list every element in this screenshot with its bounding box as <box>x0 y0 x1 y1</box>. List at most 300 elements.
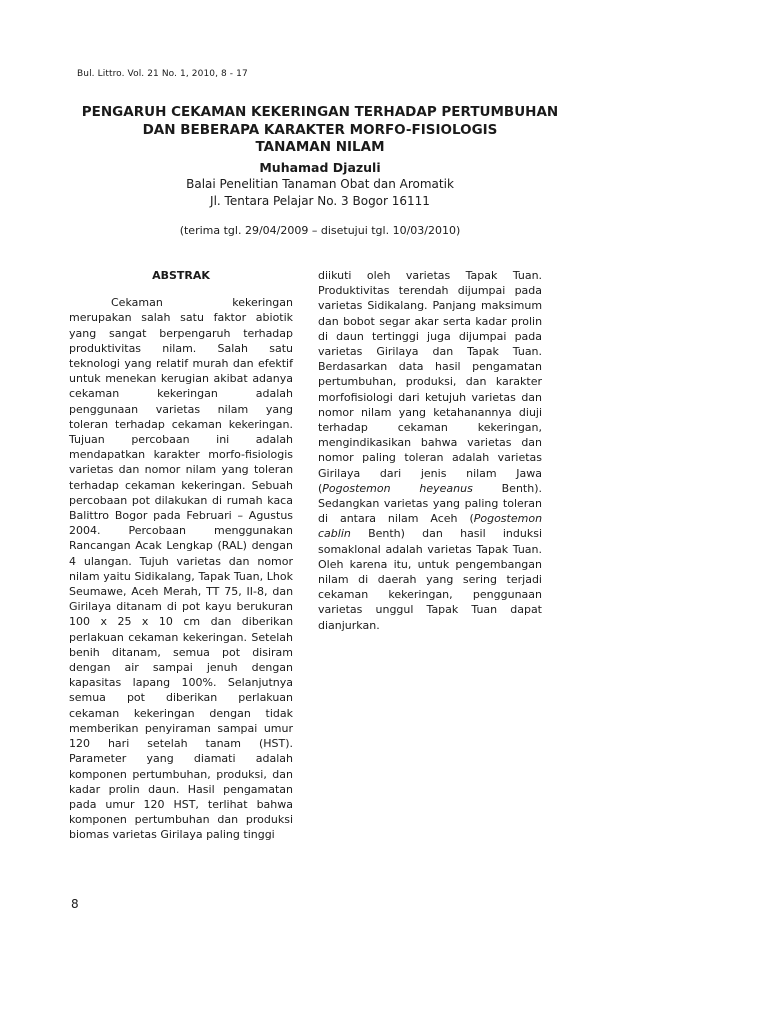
abstrak-text: Jawa <box>516 466 543 480</box>
abstrak-text: 25 <box>117 615 132 629</box>
abstrak-text: kekeringan. <box>182 630 248 644</box>
abstrak-text <box>368 573 378 586</box>
abstrak-text: pot <box>222 645 241 659</box>
abstrak-text: produksi <box>245 813 294 827</box>
abstrak-text: kekeringan <box>232 296 293 310</box>
abstrak-text: rumah <box>226 493 263 507</box>
abstrak-text: percobaan <box>131 433 190 447</box>
abstrak-text: itu, <box>393 557 412 571</box>
abstrak-text: dijumpai <box>458 329 507 343</box>
abstrak-text: nilam <box>318 573 349 587</box>
abstrak-text <box>349 573 359 586</box>
abstrak-text: Girilaya <box>318 466 361 480</box>
abstrak-text: cekaman <box>128 630 179 644</box>
abstrak-text <box>328 330 336 343</box>
abstrak-text: untuk <box>69 372 101 386</box>
abstrak-text: cekaman <box>318 588 369 602</box>
abstrak-text: terhadap <box>115 417 165 431</box>
abstrak-text: Girilaya <box>69 600 112 614</box>
abstrak-text: di <box>358 573 369 587</box>
abstrak-text: Tujuan <box>69 433 105 447</box>
abstrak-text: Sidikalang, <box>134 569 195 583</box>
abstrak-text: varietas <box>497 451 543 465</box>
abstrak-text: 120 <box>143 797 165 811</box>
abstrak-text: yang <box>69 326 97 340</box>
abstrak-text: hasil <box>460 527 486 541</box>
abstrak-text <box>148 615 158 628</box>
abstrak-text: dan <box>521 390 543 404</box>
abstrak-text: kekeringan <box>157 387 218 401</box>
abstrak-text: juga <box>427 329 451 343</box>
abstrak-text: Acak <box>135 539 162 553</box>
abstrak-text <box>251 707 266 720</box>
abstrak-text: dan <box>217 813 239 827</box>
abstrak-text: pot <box>181 600 201 614</box>
abstrak-text <box>110 661 124 674</box>
abstrak-text: di <box>318 512 329 526</box>
abstrak-text <box>497 467 517 480</box>
abstrak-text: dengan <box>251 661 294 675</box>
journal-reference: Bul. Littro. Vol. 21 No. 1, 2010, 8 - 17 <box>77 69 248 79</box>
abstrak-text <box>169 555 177 568</box>
abstrak-text: sampai <box>217 721 258 735</box>
abstrak-text <box>195 707 210 720</box>
abstrak-text <box>106 691 127 704</box>
abstrak-text <box>401 467 421 480</box>
abstrak-text <box>246 311 256 324</box>
abstrak-text: maksimum <box>481 299 543 313</box>
abstrak-text: Benth) <box>368 527 405 541</box>
abstrak-text: serta <box>442 314 472 328</box>
abstrak-text: jenis <box>420 466 447 480</box>
abstrak-text: tinggi <box>243 828 275 842</box>
abstrak-text <box>163 296 232 309</box>
abstrak-text: x <box>100 615 107 629</box>
abstrak-text <box>512 436 522 449</box>
abstrak-text <box>450 269 465 282</box>
abstrak-text <box>396 375 405 388</box>
abstrak-text: terhadap <box>243 326 294 340</box>
abstrak-text <box>230 327 243 340</box>
abstrak-text: merupakan <box>69 311 132 325</box>
abstrak-text: pada <box>514 284 543 298</box>
abstrak-text: – <box>237 509 243 523</box>
abstrak-text: (HST). <box>258 737 294 751</box>
abstrak-text: murah <box>192 357 229 371</box>
abstrak-text: sampai <box>152 661 193 675</box>
abstrak-text: kerugian <box>160 372 209 386</box>
abstrak-text <box>119 387 157 400</box>
abstrak-text: ( <box>469 512 474 526</box>
abstrak-text: kadar <box>69 782 101 796</box>
article-title <box>60 104 580 157</box>
abstrak-text: dan <box>228 554 250 568</box>
abstrak-text <box>362 345 376 358</box>
abstrak-text: Tuan. <box>512 269 543 282</box>
abstrak-text: 100%. <box>181 676 217 690</box>
abstrak-text <box>461 360 473 373</box>
abstrak-text: 10 <box>158 615 173 629</box>
abstrak-text: Tapak <box>426 603 459 617</box>
abstrak-text <box>248 342 269 355</box>
abstrak-text: dapat <box>510 603 542 617</box>
abstrak-text: Tuan. <box>512 345 543 359</box>
abstrak-text <box>497 269 512 282</box>
abstrak-text: adalah <box>255 433 294 447</box>
abstrak-text: nomor <box>257 554 294 568</box>
abstrak-text: dan <box>465 375 487 389</box>
abstrak-text <box>453 573 463 586</box>
abstrak-text: air <box>124 661 139 675</box>
abstrak-text: hasil <box>435 360 461 374</box>
abstrak-text: nilam <box>185 463 217 477</box>
abstrak-text: segar <box>379 314 410 328</box>
abstrak-text <box>368 588 388 601</box>
abstrak-text: adalah <box>255 387 293 401</box>
abstrak-text <box>188 737 206 750</box>
abstrak-text <box>96 327 109 340</box>
abstrak-text: mendapatkan <box>69 448 146 462</box>
abstrak-text: adalah <box>385 542 423 556</box>
abstrak-text: faktor <box>213 311 247 325</box>
abstrak-text: Lengkap <box>166 539 213 553</box>
abstrak-text: bahwa <box>420 436 458 450</box>
abstrak-text <box>141 342 162 355</box>
abstrak-text: toleran <box>404 451 444 465</box>
abstrak-text: adalah <box>255 752 293 766</box>
received-dates: (terima tgl. 29/04/2009 – disetujui tgl. 10/03/2010) <box>179 223 461 237</box>
abstrak-text: adalah <box>451 451 490 465</box>
abstrak-text: HST, <box>173 797 199 811</box>
abstrak-text: Lhok <box>266 569 293 583</box>
abstrak-text: pertumbuhan, <box>318 375 397 389</box>
abstrak-text: yang <box>398 405 426 419</box>
abstrak-text <box>411 436 421 449</box>
abstrak-text: cekaman <box>69 706 120 720</box>
abstrak-text: Rancangan <box>69 539 131 553</box>
abstrak-text: Salah <box>217 341 249 355</box>
abstrak-text <box>218 387 256 400</box>
abstrak-text <box>424 360 436 373</box>
abstrak-text <box>448 421 478 434</box>
abstrak-text <box>129 737 147 750</box>
abstrak-text <box>248 403 266 416</box>
abstrak-text <box>186 524 214 537</box>
abstrak-text: Tuan. <box>512 542 542 556</box>
abstrak-text: perlakuan <box>69 630 124 644</box>
abstrak-text <box>139 661 153 674</box>
abstrak-text <box>413 603 426 616</box>
abstrak-text <box>135 798 144 811</box>
abstrak-text: dan <box>521 436 543 450</box>
abstrak-text <box>171 311 181 324</box>
abstrak-text <box>453 345 467 358</box>
abstrak-text: di <box>166 600 177 614</box>
abstrak-text: di <box>211 493 223 507</box>
abstrak-text: Tapak <box>465 269 498 282</box>
abstrak-text: nilam. <box>162 341 197 355</box>
abstrak-text: karena <box>349 557 388 571</box>
abstrak-text: Tapak <box>198 569 231 583</box>
abstrak-text: Sidikalang. <box>367 299 428 313</box>
abstrak-text: varietas <box>471 390 516 404</box>
abstrak-text: mengindikasikan <box>318 436 412 450</box>
abstrak-text: sering <box>462 573 497 587</box>
abstrak-text <box>453 588 473 601</box>
title-line: DAN BEBERAPA KARAKTER MORFO-FISIOLOGIS <box>142 121 498 138</box>
abstrak-text <box>419 330 427 343</box>
abstrak-heading: ABSTRAK <box>152 269 210 282</box>
abstrak-text: paling <box>362 451 396 465</box>
abstrak-text: terhadap <box>318 421 368 435</box>
abstrak-text: yaitu <box>103 569 131 583</box>
abstrak-text: umur <box>263 721 294 735</box>
abstrak-text: produktivitas <box>69 341 142 355</box>
abstrak-text: dan <box>272 767 293 781</box>
abstrak-text: Hasil <box>187 782 215 796</box>
abstrak-text: efektif <box>257 357 293 371</box>
abstrak-text: cekaman <box>124 478 176 492</box>
abstrak-text <box>405 527 422 540</box>
abstrak-text: prolin <box>510 314 543 328</box>
abstrak-text: dilakukan <box>154 493 208 507</box>
abstrak-text <box>473 482 502 495</box>
abstrak-text <box>199 798 208 811</box>
abstrak-text <box>457 436 467 449</box>
abstrak-text <box>200 448 209 461</box>
abstrak-text: Sebuah <box>251 478 294 492</box>
abstrak-text: terlihat <box>207 797 248 811</box>
abstrak-body <box>69 295 293 842</box>
abstrak-text: terendah <box>398 284 449 298</box>
right-column <box>318 268 542 656</box>
abstrak-text: lapang <box>132 676 171 690</box>
abstrak-text: terjadi <box>506 573 542 587</box>
abstrak-text: pertumbuhan, <box>132 767 211 781</box>
abstrak-text <box>506 330 514 343</box>
abstrak-text: diamati <box>193 752 236 766</box>
abstrak-text: pada <box>514 329 543 343</box>
abstrak-text: abiotik <box>255 311 294 325</box>
abstrak-text <box>417 573 427 586</box>
abstrak-text: ketahanannya <box>433 405 512 419</box>
abstrak-text: benih <box>69 645 100 659</box>
abstrak-text: nomor <box>144 463 181 477</box>
abstrak-text: dan <box>232 357 254 371</box>
abstrak-text <box>446 467 466 480</box>
abstrak-text: daun. <box>148 782 180 796</box>
abstrak-text: pada <box>69 797 97 811</box>
abstrak-text: kekeringan, <box>477 421 543 435</box>
abstrak-text <box>173 615 183 628</box>
abstrak-text: ditanam, <box>111 645 161 659</box>
abstrak-text: nilam <box>387 512 419 526</box>
abstrak-text: kekeringan. <box>181 478 246 492</box>
abstrak-text <box>145 448 154 461</box>
abstrak-text <box>107 615 117 628</box>
abstrak-text <box>221 555 229 568</box>
abstrak-text: ulangan. <box>83 554 132 568</box>
abstrak-text: prolin <box>108 782 140 796</box>
abstrak-text: x <box>141 615 149 629</box>
abstrak-text: dari <box>379 466 402 480</box>
abstrak-text: pengembangan <box>455 557 542 571</box>
abstrak-text <box>360 467 380 480</box>
abstrak-text: Berdasarkan <box>318 360 388 374</box>
abstrak-text <box>443 527 460 540</box>
address-line: Jl. Tentara Pelajar No. 3 Bogor 16111 <box>210 193 430 208</box>
abstrak-text <box>231 615 241 628</box>
abstrak-text: yang <box>146 752 174 766</box>
abstrak-text: somaklonal <box>318 542 381 556</box>
abstrak-text <box>140 783 148 796</box>
abstrak-text: dianjurkan. <box>318 618 380 632</box>
abstrak-text: yang <box>221 463 249 477</box>
left-column <box>69 268 293 843</box>
abstrak-text <box>190 433 217 446</box>
abstrak-text <box>127 813 135 826</box>
abstrak-text: nilam <box>217 402 249 416</box>
abstrak-text: akibat <box>213 372 248 386</box>
abstrak-text: dengan <box>251 539 293 553</box>
abstrak-text <box>418 512 430 525</box>
abstrak-text: yang <box>426 573 454 587</box>
abstrak-text <box>105 433 132 446</box>
abstrak-text: toleran <box>69 417 109 431</box>
abstrak-text: ( <box>318 481 323 495</box>
abstrak-text: dan <box>422 527 443 541</box>
abstrak-text: Benth). <box>501 481 542 495</box>
abstrak-text: cekaman <box>171 417 222 431</box>
abstrak-text: dan <box>318 314 339 328</box>
abstrak-text <box>328 512 340 525</box>
abstrak-text: bobot <box>343 314 375 328</box>
abstrak-text <box>101 524 129 537</box>
abstrak-text <box>364 330 372 343</box>
abstrak-text: Tuan, <box>233 569 264 583</box>
abstrak-text: salah <box>141 311 171 325</box>
abstrak-text <box>196 342 217 355</box>
abstrak-text <box>241 737 259 750</box>
abstrak-text <box>146 327 159 340</box>
abstrak-text: pada <box>153 509 181 523</box>
abstrak-text <box>108 418 115 431</box>
abstrak-text <box>132 311 142 324</box>
abstrak-text: kayu <box>205 600 232 614</box>
abstrak-text: dan <box>272 585 294 599</box>
abstrak-text: jenuh <box>206 661 238 675</box>
title-line: PENGARUH CEKAMAN KEKERINGAN TERHADAP PERTUMBUHAN <box>81 104 559 120</box>
abstrak-text: diuji <box>518 405 543 419</box>
abstrak-text: ditanam <box>116 600 162 614</box>
abstrak-text: percobaan <box>69 493 128 507</box>
abstrak-text: dengan <box>69 661 111 675</box>
abstrak-text: Percobaan <box>128 524 187 538</box>
abstrak-text: karakter <box>495 375 543 389</box>
abstrak-text <box>351 527 368 540</box>
abstrak-text: unggul <box>375 603 414 617</box>
abstrak-text <box>229 433 256 446</box>
abstrak-text: paling <box>206 828 240 842</box>
abstrak-text: dijumpai <box>457 284 506 298</box>
abstrak-text <box>200 615 210 628</box>
abstrak-text: yang <box>124 357 152 371</box>
abstrak-text: penggunaan <box>472 588 542 602</box>
abstrak-text: cekaman <box>69 387 120 401</box>
abstrak-text: sangat <box>108 326 147 340</box>
abstrak-text: varietas <box>176 554 221 568</box>
abstrak-text <box>238 813 246 826</box>
abstrak-text: dan <box>432 345 454 359</box>
abstrak-text: setelah <box>147 737 188 751</box>
species-name: heyeanus <box>419 481 473 495</box>
abstrak-text: pot <box>131 493 150 507</box>
abstrak-text <box>419 345 433 358</box>
abstrak-text <box>126 752 146 765</box>
abstrak-text <box>100 646 112 659</box>
abstrak-text <box>145 691 166 704</box>
abstrak-text <box>458 512 470 525</box>
abstrak-text: berukuran <box>236 600 294 614</box>
abstrak-text: Panjang <box>432 299 477 313</box>
abstrak-text <box>376 512 388 525</box>
abstrak-text: (RAL) <box>217 539 247 553</box>
abstrak-text: Aceh <box>131 585 159 599</box>
abstrak-text: produksi, <box>216 767 267 781</box>
abstrak-text: nilam <box>69 569 100 583</box>
abstrak-text: yang <box>432 497 461 511</box>
abstrak-text <box>390 269 405 282</box>
abstrak-text: varietas <box>318 603 363 617</box>
abstrak-text: Sedangkan <box>318 497 380 511</box>
abstrak-text <box>161 646 173 659</box>
abstrak-text <box>505 284 514 297</box>
abstrak-text: kekeringan, <box>388 588 453 602</box>
abstrak-text: perlakuan <box>238 691 294 705</box>
abstrak-text: Balittro <box>69 509 110 523</box>
abstrak-text: Seumawe, <box>69 585 127 599</box>
abstrak-text: varietas <box>69 463 114 477</box>
abstrak-text: induksi <box>502 527 543 541</box>
abstrak-text: varietas <box>383 497 429 511</box>
abstrak-text <box>443 451 451 464</box>
abstrak-text: Tujuh <box>139 554 169 568</box>
abstrak-text: semua <box>69 691 106 705</box>
abstrak-text: nomor <box>318 451 354 465</box>
abstrak-text <box>217 676 228 689</box>
abstrak-text: diikuti <box>318 269 352 282</box>
abstrak-text: satu <box>269 341 294 355</box>
abstrak-text <box>90 737 108 750</box>
abstrak-text <box>512 406 519 419</box>
page-number: 8 <box>71 897 79 911</box>
abstrak-text <box>362 603 375 616</box>
abstrak-text: tertinggi <box>371 329 419 343</box>
abstrak-text: terhadap <box>69 478 119 492</box>
abstrak-text: Parameter <box>69 752 127 766</box>
abstrak-text <box>458 603 471 616</box>
abstrak-text: morfofisiologi <box>318 390 393 404</box>
affiliation-line: Balai Penelitian Tanaman Obat dan Aromatik <box>186 176 454 191</box>
abstrak-body-continued <box>318 268 542 633</box>
abstrak-text <box>179 783 187 796</box>
abstrak-text: produksi, <box>405 375 457 389</box>
abstrak-text: komponen <box>69 813 127 827</box>
abstrak-text <box>215 783 223 796</box>
abstrak-text: cekaman <box>397 421 448 435</box>
abstrak-text: di <box>318 329 329 343</box>
abstrak-text <box>170 676 181 689</box>
